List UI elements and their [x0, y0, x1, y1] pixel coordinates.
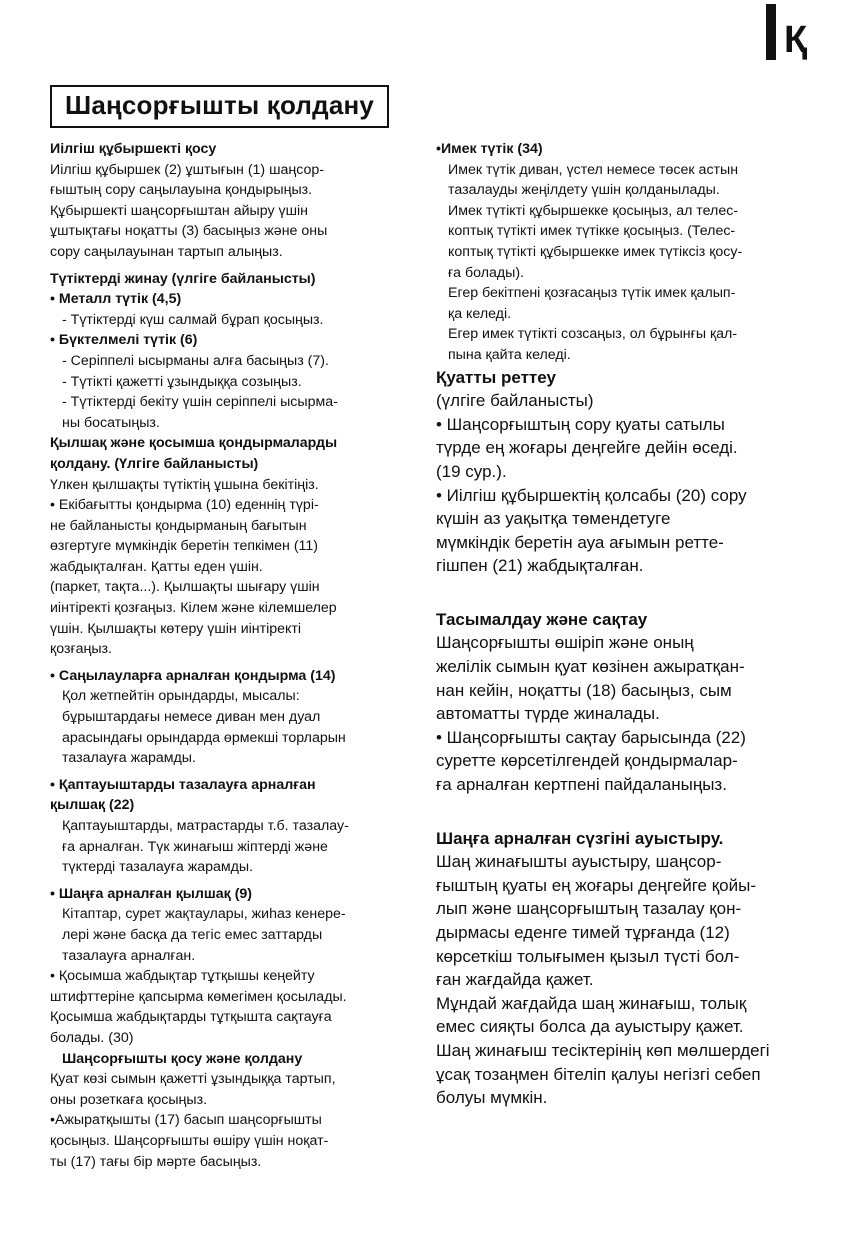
left-text-block: Үлкен қылшақты түтіктің ұшына бекітіңіз.: [50, 476, 319, 493]
left-text-block: Иілгіш құбыршекті қосу: [50, 141, 217, 157]
left-text-block: Қуат көзі сымын қажетті ұзындыққа тартып, оны розеткаға қосыңыз. •Ажыратқышты (17) басып шаңсорғышты қосыңыз. Шаңсорғышты өшіру үшін ноқат- ты (17) тағы бір мәрте басыңыз.: [50, 1071, 336, 1170]
right-text-block: Имек түтік диван, үстел немесе төсек астын тазалауды жеңілдету үшін қолданылады. Имек түтікті құбыршекке қосыңыз, ал телес- коптық түтікті имек түтікке қосыңыз. (Телес- коптық түтікті құбыршекке имек түтіксіз қосу- ға болады). Егер бекітпені қозғасаңыз түтік имек қалып- қа келеді. Егер имек түтікті созсаңыз, ол бұрынғы қал- пына қайта келеді.: [448, 161, 743, 363]
right-text-block: Тасымалдау және сақтау: [436, 609, 648, 629]
right-text-block: •Имек түтік (34): [436, 141, 543, 157]
left-column: [50, 139, 425, 1172]
right-text-block: (үлгіге байланысты) • Шаңсорғыштың сору қуаты сатылы түрде ең жоғары деңгейге дейін өседі. (19 сур.). • Иілгіш құбыршектің қолсабы (20) сору күшін аз уақытқа төмендетуге мүмкіндік беретін ауа ағымын ретте- гішпен (21) жабдықталған.: [436, 391, 747, 576]
left-text-block: Иілгіш құбыршек (2) ұштығын (1) шаңсор- ғыштың сору саңылауына қондырыңыз. Құбыршекті шаңсорғыштан айыру үшін ұштықтағы ноқатты (3) басыңыз және оны сору саңылауынан тартып алыңыз.: [50, 161, 328, 260]
left-text-block: Түтіктерді жинау (үлгіге байланысты): [50, 270, 316, 287]
left-text-block: Шаңсорғышты қосу және қолдану: [62, 1050, 303, 1067]
page-title-box: [50, 85, 389, 128]
left-text-block: • Металл түтік (4,5): [50, 291, 182, 308]
left-text-block: • Қаптауыштарды тазалауға арналған қылшақ (22): [50, 776, 316, 814]
page-title: Шаңсорғышты қолдану: [65, 90, 375, 120]
right-text-block: Шаң жинағышты ауыстыру, шаңсор- ғыштың қуаты ең жоғары деңгейге қойы- лып және шаңсорғыштың тазалау қон- дырмасы еденге тимей тұрғанда (12) көрсеткіш толығымен қызыл түсті бол- ған жағдайда қажет. Мұндай жағдайда шаң жинағыш, толық емес сияқты болса да ауыстыру қажет. Шаң жинағыш тесіктерінің көп мөлшердегі ұсақ тозаңмен бітеліп қалуы негізгі себеп болуы мүмкін.: [436, 852, 770, 1108]
left-text-block: Қаптауыштарды, матрастарды т.б. тазалау- ға арналған. Түк жинағыш жіптерді және түктерді тазалауға жарамды.: [62, 818, 349, 876]
left-text-block: - Серіппелі ысырманы алға басыңыз (7). - Түтікті қажетті ұзындыққа созыңыз. - Түтіктерді бекіту үшін серіппелі ысырма- ны босатыңыз.: [62, 352, 338, 431]
right-column: [436, 139, 816, 1110]
left-text-block: - Түтіктерді күш салмай бұрап қосыңыз.: [62, 311, 324, 328]
left-text-block: • Қосымша жабдықтар тұтқышы кеңейту штифттеріне қапсырма көмегімен қосылады. Қосымша жабдықтарды тұтқышта сақтауға болады. (30): [50, 968, 347, 1046]
right-text-block: Қуатты реттеу: [436, 367, 556, 387]
left-text-block: Кітаптар, сурет жақтаулары, жиһаз кенере- лері және басқа да тегіс емес заттарды тазалауға арналған.: [62, 906, 346, 964]
left-text-block: • Екібағытты қондырма (10) еденнің түрі- не байланысты қондырманың бағытын өзгертуге мүмкіндік беретін тепкімен (11) жабдықталған. Қатты еден үшін. (паркет, тақта...). Қылшақты шығару үшін иінтіректі қозғаңыз. Кілем және кілемшелер үшін. Қылшақты көтеру үшін иінтіректі қозғаңыз.: [50, 497, 337, 658]
left-text-block: • Шаңға арналған қылшақ (9): [50, 885, 253, 902]
language-tab-bar: [766, 4, 776, 60]
left-text-block: Қылшақ және қосымша қондырмаларды қолдану. (Үлгіге байланысты): [50, 435, 338, 472]
left-text-block: • Бүктелмелі түтік (6): [50, 332, 198, 349]
left-text-block: • Саңылауларға арналған қондырма (14): [50, 667, 336, 684]
language-tab-letter: Қ: [784, 19, 808, 61]
right-text-block: Шаңсорғышты өшіріп және оның желілік сымын қуат көзінен ажыратқан- нан кейін, ноқатты (18) басыңыз, сым автоматты түрде жиналады. • Шаңсорғышты сақтау барысында (22) суретте көрсетілгендей қондырмалар- ға арналған кертпені пайдаланыңыз.: [436, 633, 746, 795]
left-text-block: Қол жетпейтін орындарды, мысалы: бұрыштардағы немесе диван мен дуал арасындағы орындарда өрмекші торларын тазалауға жарамды.: [62, 688, 346, 767]
right-text-block: Шаңға арналған сүзгіні ауыстыру.: [436, 828, 724, 848]
